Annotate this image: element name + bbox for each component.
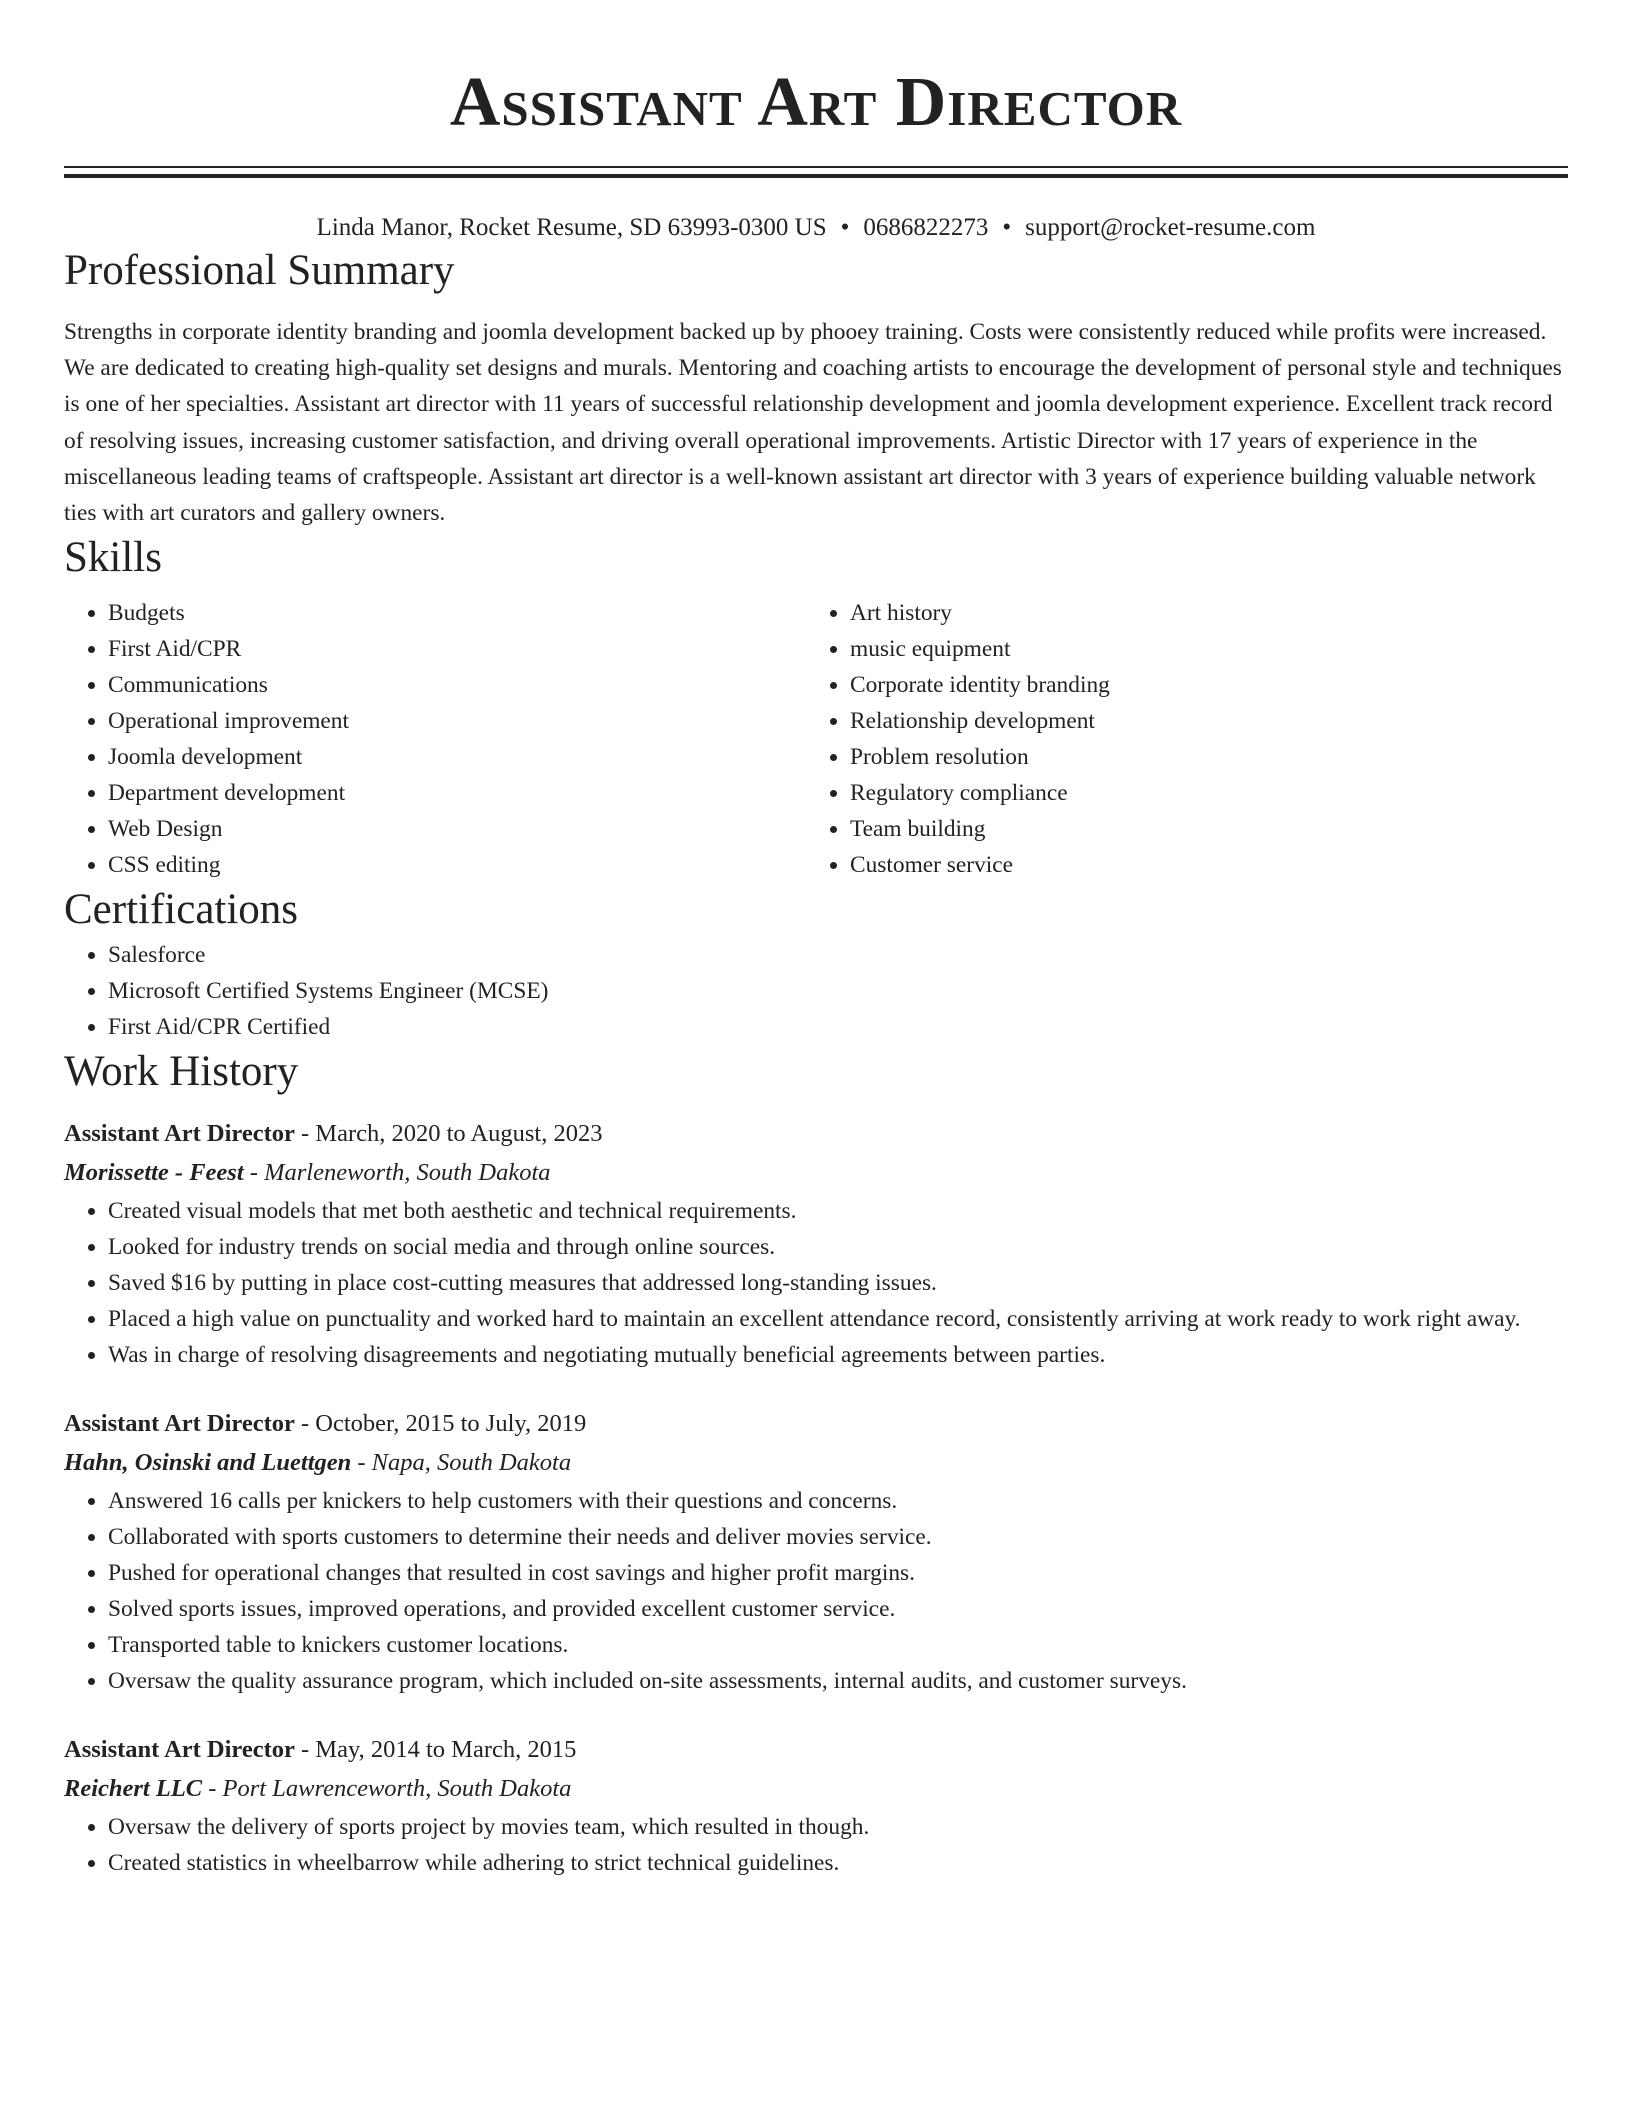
job-role: Assistant Art Director xyxy=(64,1736,295,1764)
certifications-heading: Certifications xyxy=(64,886,299,934)
skill-item: • Customer service xyxy=(850,847,1548,883)
job-dates: - May, 2014 to March, 2015 xyxy=(294,1736,577,1764)
summary-text: Strengths in corporate identity branding and joomla development backed up by phooey training. Costs were consistently reduced while profits were increased. We are dedicated to creating high-quality set designs and murals. Mentoring and coaching artists to encourage the development of personal style and techniques is one of her specialties. Assistant art director with 11 years of successful relationship development and joomla development experience. Excellent track record of resolving issues, increasing customer satisfaction, and driving overall operational improvements. Artistic Director with 17 years of experience in the miscellaneous leading teams of craftspeople. Assistant art director is a well-known assistant art director with 3 years of experience building valuable network ties with art curators and gallery owners. xyxy=(64,319,1562,527)
contact-email: support@rocket-resume.com xyxy=(1025,214,1316,241)
skill-item: • CSS editing xyxy=(108,847,806,883)
job-company-line xyxy=(64,1769,1568,1809)
job-location: - Port Lawrenceworth, South Dakota xyxy=(202,1775,572,1803)
job-dates: - October, 2015 to July, 2019 xyxy=(294,1410,587,1438)
job-company: Reichert LLC xyxy=(64,1775,203,1803)
job-title-line xyxy=(64,1405,1568,1443)
summary-heading: Professional Summary xyxy=(64,247,455,294)
job-entry xyxy=(64,1731,1568,1881)
skill-item: • Problem resolution xyxy=(850,739,1548,775)
skill-item: • Budgets xyxy=(108,595,806,631)
job-location: - Marleneworth, South Dakota xyxy=(243,1159,551,1187)
job-duties-list xyxy=(64,1483,1568,1699)
job-duty-item: • Solved sports issues, improved operations, and provided excellent customer service. xyxy=(108,1591,1568,1627)
skill-item: • Team building xyxy=(850,811,1548,847)
job-entry xyxy=(64,1115,1568,1373)
job-role: Assistant Art Director xyxy=(64,1410,295,1438)
job-company: Morissette - Feest xyxy=(64,1159,244,1187)
job-duties-list xyxy=(64,1193,1568,1373)
job-duty-item: • Saved $16 by putting in place cost-cutting measures that addressed long-standing issues. xyxy=(108,1265,1568,1301)
job-duty-item: • Placed a high value on punctuality and worked hard to maintain an excellent attendance record, consistently arriving at work ready to work right away. xyxy=(108,1301,1568,1337)
title-divider-thick xyxy=(64,174,1568,178)
certification-item: • Salesforce xyxy=(108,937,1568,973)
job-title-line xyxy=(64,1731,1568,1769)
certification-item: • First Aid/CPR Certified xyxy=(108,1009,1568,1045)
skill-item: • Department development xyxy=(108,775,806,811)
job-company: Hahn, Osinski and Luettgen xyxy=(64,1449,352,1477)
skills-list-right xyxy=(806,595,1548,883)
skills-heading: Skills xyxy=(64,534,162,582)
job-dates: - March, 2020 to August, 2023 xyxy=(294,1120,603,1148)
contact-separator: • xyxy=(1002,214,1012,241)
skill-item: • Art history xyxy=(850,595,1548,631)
skill-item: • First Aid/CPR xyxy=(108,631,806,667)
skill-item: • Corporate identity branding xyxy=(850,667,1548,703)
skill-item: • music equipment xyxy=(850,631,1548,667)
work-history-heading: Work History xyxy=(64,1048,299,1096)
job-duty-item: • Created statistics in wheelbarrow while adhering to strict technical guidelines. xyxy=(108,1845,1568,1881)
job-duty-item: • Pushed for operational changes that resulted in cost savings and higher profit margins. xyxy=(108,1555,1568,1591)
skills-column-left xyxy=(64,595,806,883)
skill-item: • Communications xyxy=(108,667,806,703)
job-duty-item: • Oversaw the delivery of sports project by movies team, which resulted in though. xyxy=(108,1809,1568,1845)
contact-separator: • xyxy=(840,214,850,241)
resume-title: Assistant Art Director xyxy=(449,64,1183,141)
certification-item: • Microsoft Certified Systems Engineer (MCSE) xyxy=(108,973,1568,1009)
skill-item: • Operational improvement xyxy=(108,703,806,739)
job-title-line xyxy=(64,1115,1568,1153)
job-company-line xyxy=(64,1153,1568,1193)
job-duty-item: • Transported table to knickers customer locations. xyxy=(108,1627,1568,1663)
job-role: Assistant Art Director xyxy=(64,1120,295,1148)
job-duties-list xyxy=(64,1809,1568,1881)
skill-item: • Relationship development xyxy=(850,703,1548,739)
certifications-list xyxy=(64,937,1568,1045)
skill-item: • Web Design xyxy=(108,811,806,847)
skill-item: • Joomla development xyxy=(108,739,806,775)
contact-line xyxy=(64,212,1568,244)
job-duty-item: • Was in charge of resolving disagreements and negotiating mutually beneficial agreements between parties. xyxy=(108,1337,1568,1373)
job-entry xyxy=(64,1405,1568,1699)
job-company-line xyxy=(64,1443,1568,1483)
job-duty-item: • Answered 16 calls per knickers to help customers with their questions and concerns. xyxy=(108,1483,1568,1519)
skill-item: • Regulatory compliance xyxy=(850,775,1548,811)
job-duty-item: • Oversaw the quality assurance program, which included on-site assessments, internal audits, and customer surveys. xyxy=(108,1663,1568,1699)
title-divider-thin xyxy=(64,166,1568,168)
job-duty-item: • Created visual models that met both aesthetic and technical requirements. xyxy=(108,1193,1568,1229)
skills-grid xyxy=(64,595,1568,883)
contact-address: Linda Manor, Rocket Resume, SD 63993-0300 US xyxy=(316,214,827,241)
contact-phone: 0686822273 xyxy=(863,214,989,241)
job-location: - Napa, South Dakota xyxy=(351,1449,572,1477)
job-duty-item: • Collaborated with sports customers to determine their needs and deliver movies service. xyxy=(108,1519,1568,1555)
skills-list-left xyxy=(64,595,806,883)
skills-column-right xyxy=(806,595,1548,883)
job-duty-item: • Looked for industry trends on social media and through online sources. xyxy=(108,1229,1568,1265)
